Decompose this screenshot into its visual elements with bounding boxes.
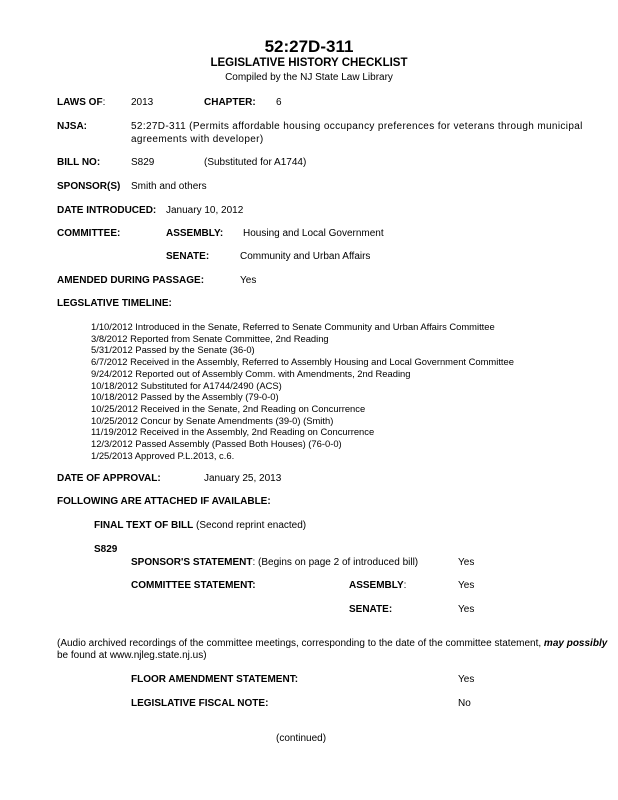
sponsors-value: Smith and others xyxy=(131,181,207,192)
timeline-entry: 11/19/2012 Received in the Assembly, 2nd Reading on Concurrence xyxy=(91,426,375,438)
timeline-entry: 1/25/2013 Approved P.L.2013, c.6. xyxy=(91,449,235,461)
final-text-note: (Second reprint enacted) xyxy=(196,520,307,531)
laws-of-row xyxy=(57,97,105,108)
committee-assembly-value: Housing and Local Government xyxy=(243,228,384,239)
final-text-row xyxy=(94,520,306,531)
committee-statement-assembly-value: Yes xyxy=(458,580,475,591)
date-introduced-value: January 10, 2012 xyxy=(166,205,244,216)
committee-senate-label: SENATE: xyxy=(166,251,210,262)
chapter-label: CHAPTER: xyxy=(204,97,256,108)
sponsor-statement-row xyxy=(131,557,418,568)
committee-statement-assembly-label: ASSEMBLY xyxy=(349,580,404,591)
laws-of-year: 2013 xyxy=(131,97,154,108)
njsa-text: 52:27D-311 (Permits affordable housing occupancy preferences for veterans through municipal agreements with developer) xyxy=(131,121,583,145)
attached-label: FOLLOWING ARE ATTACHED IF AVAILABLE: xyxy=(57,496,271,507)
committee-assembly-label: ASSEMBLY: xyxy=(166,228,224,239)
timeline-entry: 10/18/2012 Substituted for A1744/2490 (ACS) xyxy=(91,379,282,391)
page-title: 52:27D-311 xyxy=(264,37,354,56)
bill-no-label: BILL NO: xyxy=(57,157,101,168)
committee-label: COMMITTEE: xyxy=(57,228,121,239)
timeline-entry: 10/25/2012 Concur by Senate Amendments (39-0) (Smith) xyxy=(91,414,334,426)
timeline-entry: 6/7/2012 Received in the Assembly, Referred to Assembly Housing and Local Government Committee xyxy=(91,356,514,368)
committee-statement-label: COMMITTEE STATEMENT: xyxy=(131,580,256,591)
timeline-entry: 3/8/2012 Reported from Senate Committee, 2nd Reading xyxy=(91,332,329,344)
audio-note-line-2: be found at www.njleg.state.nj.us) xyxy=(57,650,207,661)
timeline-entry: 12/3/2012 Passed Assembly (Passed Both Houses) (76-0-0) xyxy=(91,438,342,450)
attached-bill: S829 xyxy=(94,544,118,555)
page-subtitle: LEGISLATIVE HISTORY CHECKLIST xyxy=(210,57,408,69)
timeline-entry: 10/18/2012 Passed by the Assembly (79-0-0) xyxy=(91,391,279,403)
sponsor-statement-value: Yes xyxy=(458,557,475,568)
sponsor-statement-label: SPONSOR'S STATEMENT xyxy=(131,557,253,568)
date-introduced-label: DATE INTRODUCED: xyxy=(57,205,157,216)
committee-statement-senate-value: Yes xyxy=(458,604,475,615)
amended-value: Yes xyxy=(240,275,257,286)
floor-amendment-value: Yes xyxy=(458,674,475,685)
sponsor-statement-note: : (Begins on page 2 of introduced bill) xyxy=(252,557,419,568)
floor-amendment-label: FLOOR AMENDMENT STATEMENT: xyxy=(131,674,299,685)
committee-senate-value: Community and Urban Affairs xyxy=(240,251,371,262)
amended-label: AMENDED DURING PASSAGE: xyxy=(57,275,205,286)
chapter-value: 6 xyxy=(276,97,282,108)
sponsors-label: SPONSOR(S) xyxy=(57,181,121,192)
bill-no-note: (Substituted for A1744) xyxy=(204,157,307,168)
timeline-entry: 1/10/2012 Introduced in the Senate, Referred to Senate Community and Urban Affairs Committee xyxy=(91,321,495,332)
fiscal-note-label: LEGISLATIVE FISCAL NOTE: xyxy=(131,698,269,709)
committee-statement-senate-label: SENATE: xyxy=(349,604,393,615)
approval-value: January 25, 2013 xyxy=(204,473,282,484)
final-text-label: FINAL TEXT OF BILL xyxy=(94,520,194,531)
compiled-by: Compiled by the NJ State Law Library xyxy=(225,72,393,83)
timeline-entry: 10/25/2012 Received in the Senate, 2nd Reading on Concurrence xyxy=(91,402,366,414)
fiscal-note-value: No xyxy=(458,698,471,709)
njsa-label: NJSA: xyxy=(57,121,88,132)
timeline-entry: 9/24/2012 Reported out of Assembly Comm. with Amendments, 2nd Reading xyxy=(91,367,411,379)
laws-of-label: LAWS OF xyxy=(57,97,103,108)
laws-of-colon: : xyxy=(102,97,106,108)
continued-note: (continued) xyxy=(276,733,327,744)
audio-note-line-1 xyxy=(57,638,607,649)
committee-statement-assembly-colon: : xyxy=(403,580,407,591)
timeline-label: LEGSLATIVE TIMELINE: xyxy=(57,298,172,309)
bill-no-value: S829 xyxy=(131,157,155,168)
approval-label: DATE OF APPROVAL: xyxy=(57,473,161,484)
audio-note-text: (Audio archived recordings of the committee meetings, corresponding to the date of the committee statement, xyxy=(57,638,542,649)
timeline-list xyxy=(91,321,514,461)
committee-statement-assembly xyxy=(349,580,406,591)
timeline-entry: 5/31/2012 Passed by the Senate (36-0) xyxy=(91,344,255,356)
audio-note-emphasis: may possibly xyxy=(543,638,608,649)
